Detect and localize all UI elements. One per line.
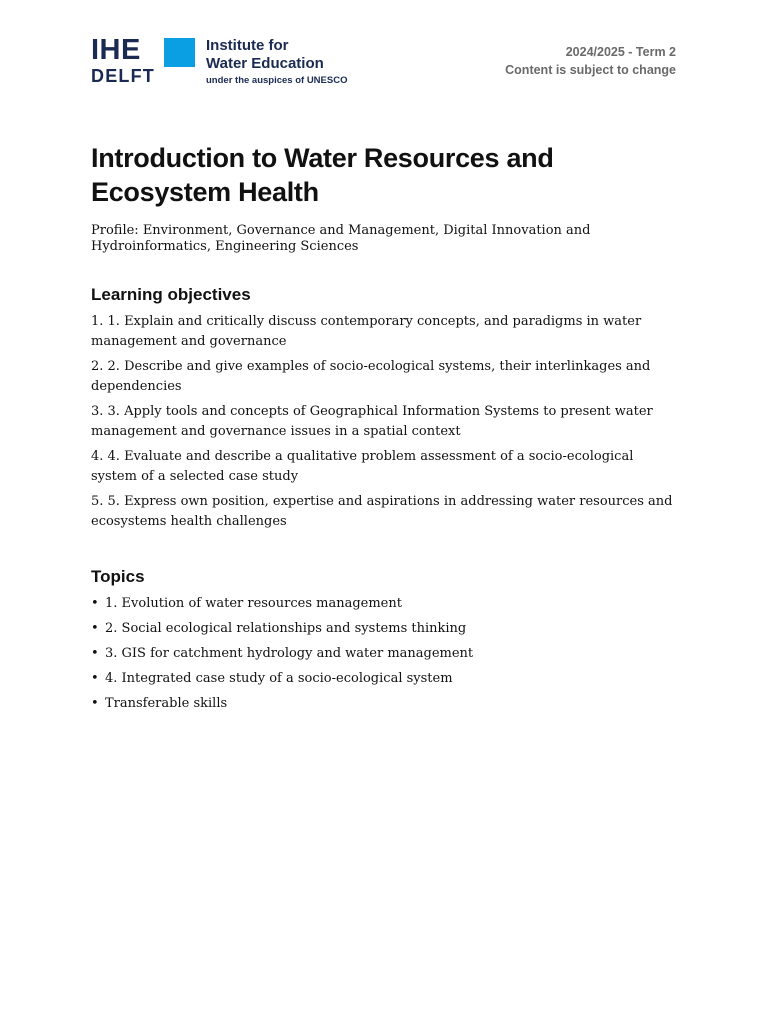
logo-title-line-1: Institute for — [206, 37, 289, 54]
topic-text: Transferable skills — [105, 696, 228, 711]
topic-item — [91, 669, 681, 689]
ihe-delft-logo — [91, 34, 381, 89]
topic-item — [91, 644, 681, 664]
change-notice: Content is subject to change — [505, 63, 676, 77]
course-profile: Profile: Environment, Governance and Management, Digital Innovation and Hydroinformatics, Engineering Sciences — [91, 223, 591, 254]
topic-item — [91, 619, 681, 639]
objective-item: 4. 4. Evaluate and describe a qualitative problem assessment of a socio-ecological system of a selected case study — [91, 449, 634, 484]
objective-item: 2. 2. Describe and give examples of socio-ecological systems, their interlinkages and dependencies — [91, 359, 651, 394]
logo-ihe-text: IHE — [91, 34, 141, 66]
objective-item: 5. 5. Express own position, expertise and aspirations in addressing water resources and ecosystems health challenges — [91, 494, 673, 529]
topics-list — [91, 594, 681, 714]
logo-blue-square — [164, 38, 195, 67]
bullet-icon: • — [91, 596, 99, 611]
topic-text: 4. Integrated case study of a socio-ecological system — [105, 671, 453, 686]
topic-text: 3. GIS for catchment hydrology and water management — [105, 646, 474, 661]
bullet-icon: • — [91, 696, 99, 711]
main-content — [91, 141, 681, 719]
course-title: Introduction to Water Resources and Ecosystem Health — [91, 143, 554, 207]
topics-heading: Topics — [91, 567, 145, 586]
objective-item: 3. 3. Apply tools and concepts of Geographical Information Systems to present water management and governance issues in a spatial context — [91, 404, 653, 439]
logo-subtitle: under the auspices of UNESCO — [206, 75, 348, 86]
logo-title-line-2: Water Education — [206, 55, 324, 72]
learning-objectives-list — [91, 312, 681, 532]
logo-delft-text: DELFT — [91, 66, 155, 86]
term-label: 2024/2025 - Term 2 — [565, 45, 676, 59]
learning-objectives-heading: Learning objectives — [91, 285, 251, 304]
bullet-icon: • — [91, 671, 99, 686]
topic-item — [91, 694, 681, 714]
header-meta — [505, 43, 676, 79]
topic-text: 1. Evolution of water resources management — [105, 596, 402, 611]
topic-item — [91, 594, 681, 614]
objective-item: 1. 1. Explain and critically discuss contemporary concepts, and paradigms in water management and governance — [91, 314, 642, 349]
bullet-icon: • — [91, 646, 99, 661]
topic-text: 2. Social ecological relationships and systems thinking — [105, 621, 467, 636]
logo-institute-name — [206, 37, 324, 73]
bullet-icon: • — [91, 621, 99, 636]
